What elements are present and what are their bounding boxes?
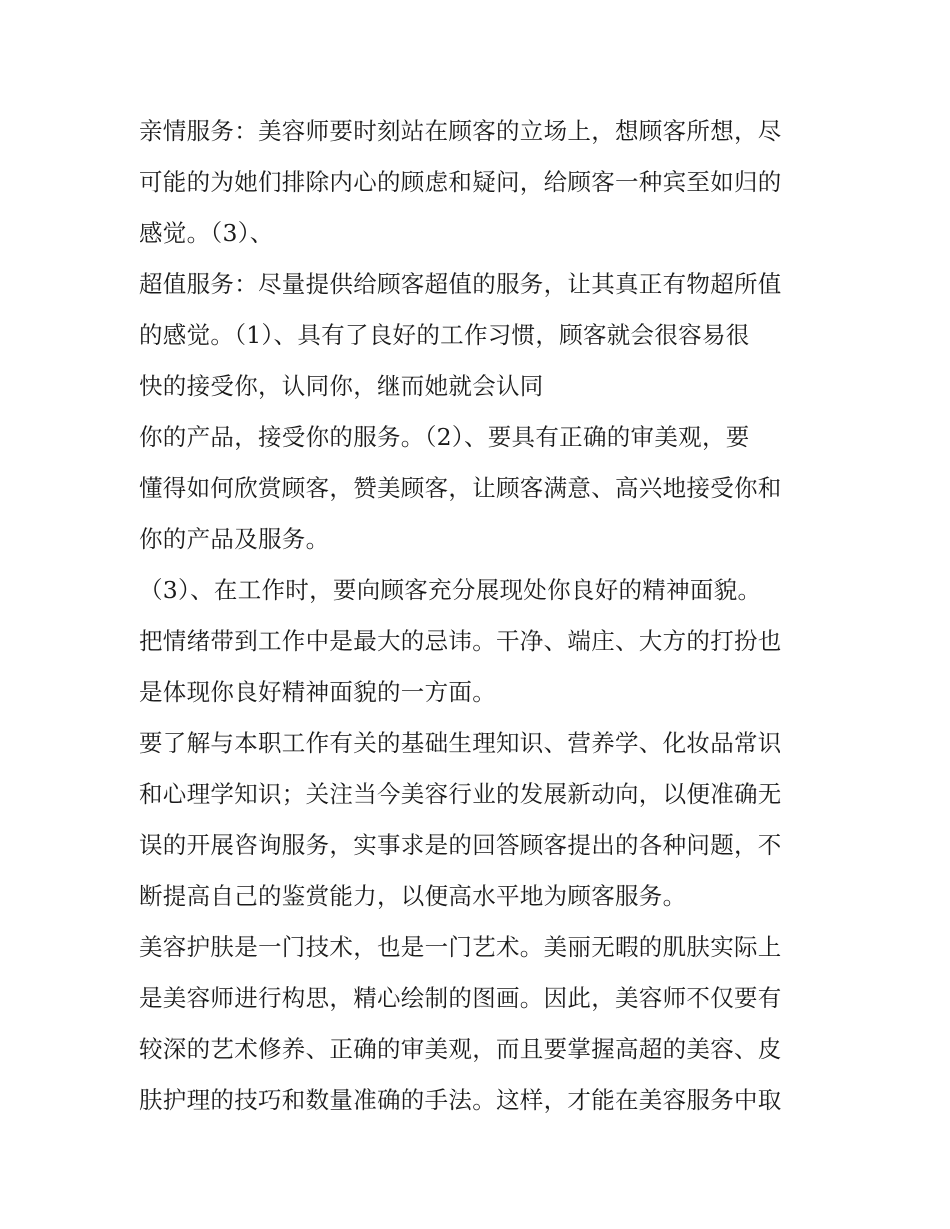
text-line: 断提高自己的鉴赏能力，以便高水平地为顾客服务。 — [139, 882, 687, 910]
text-line: 的感觉。（1）、具有了良好的工作习惯，顾客就会很容易很 — [139, 321, 750, 349]
text-line: 超值服务：尽量提供给顾客超值的服务，让其真正有物超所值 — [139, 270, 782, 298]
text-line: 懂得如何欣赏顾客，赞美顾客，让顾客满意、高兴地接受你和 — [139, 474, 782, 502]
text-line: 感觉。（3）、 — [139, 219, 274, 247]
text-line: （3）、在工作时，要向顾客充分展现处你良好的精神面貌。 — [139, 576, 762, 604]
text-line: 可能的为她们排除内心的顾虑和疑问，给顾客一种宾至如归的 — [139, 168, 782, 196]
text-line: 把情绪带到工作中是最大的忌讳。干净、端庄、大方的打扮也 — [139, 627, 782, 655]
text-line: 肤护理的技巧和数量准确的手法。这样，才能在美容服务中取 — [139, 1086, 782, 1114]
text-line: 你的产品及服务。 — [139, 525, 330, 553]
text-line: 误的开展咨询服务，实事求是的回答顾客提出的各种问题，不 — [139, 831, 782, 859]
text-line: 和心理学知识；关注当今美容行业的发展新动向，以便准确无 — [139, 780, 782, 808]
text-line: 亲情服务：美容师要时刻站在顾客的立场上，想顾客所想，尽 — [139, 117, 782, 145]
text-line: 要了解与本职工作有关的基础生理知识、营养学、化妆品常识 — [139, 729, 782, 757]
text-line: 你的产品，接受你的服务。（2）、要具有正确的审美观，要 — [139, 423, 750, 451]
document-body — [139, 106, 820, 1126]
text-line: 美容护肤是一门技术，也是一门艺术。美丽无暇的肌肤实际上 — [139, 933, 782, 961]
text-line: 快的接受你，认同你，继而她就会认同 — [139, 372, 544, 400]
text-line: 是美容师进行构思，精心绘制的图画。因此，美容师不仅要有 — [139, 984, 782, 1012]
text-line: 是体现你良好精神面貌的一方面。 — [139, 678, 496, 706]
text-line: 较深的艺术修养、正确的审美观，而且要掌握高超的美容、皮 — [139, 1035, 782, 1063]
